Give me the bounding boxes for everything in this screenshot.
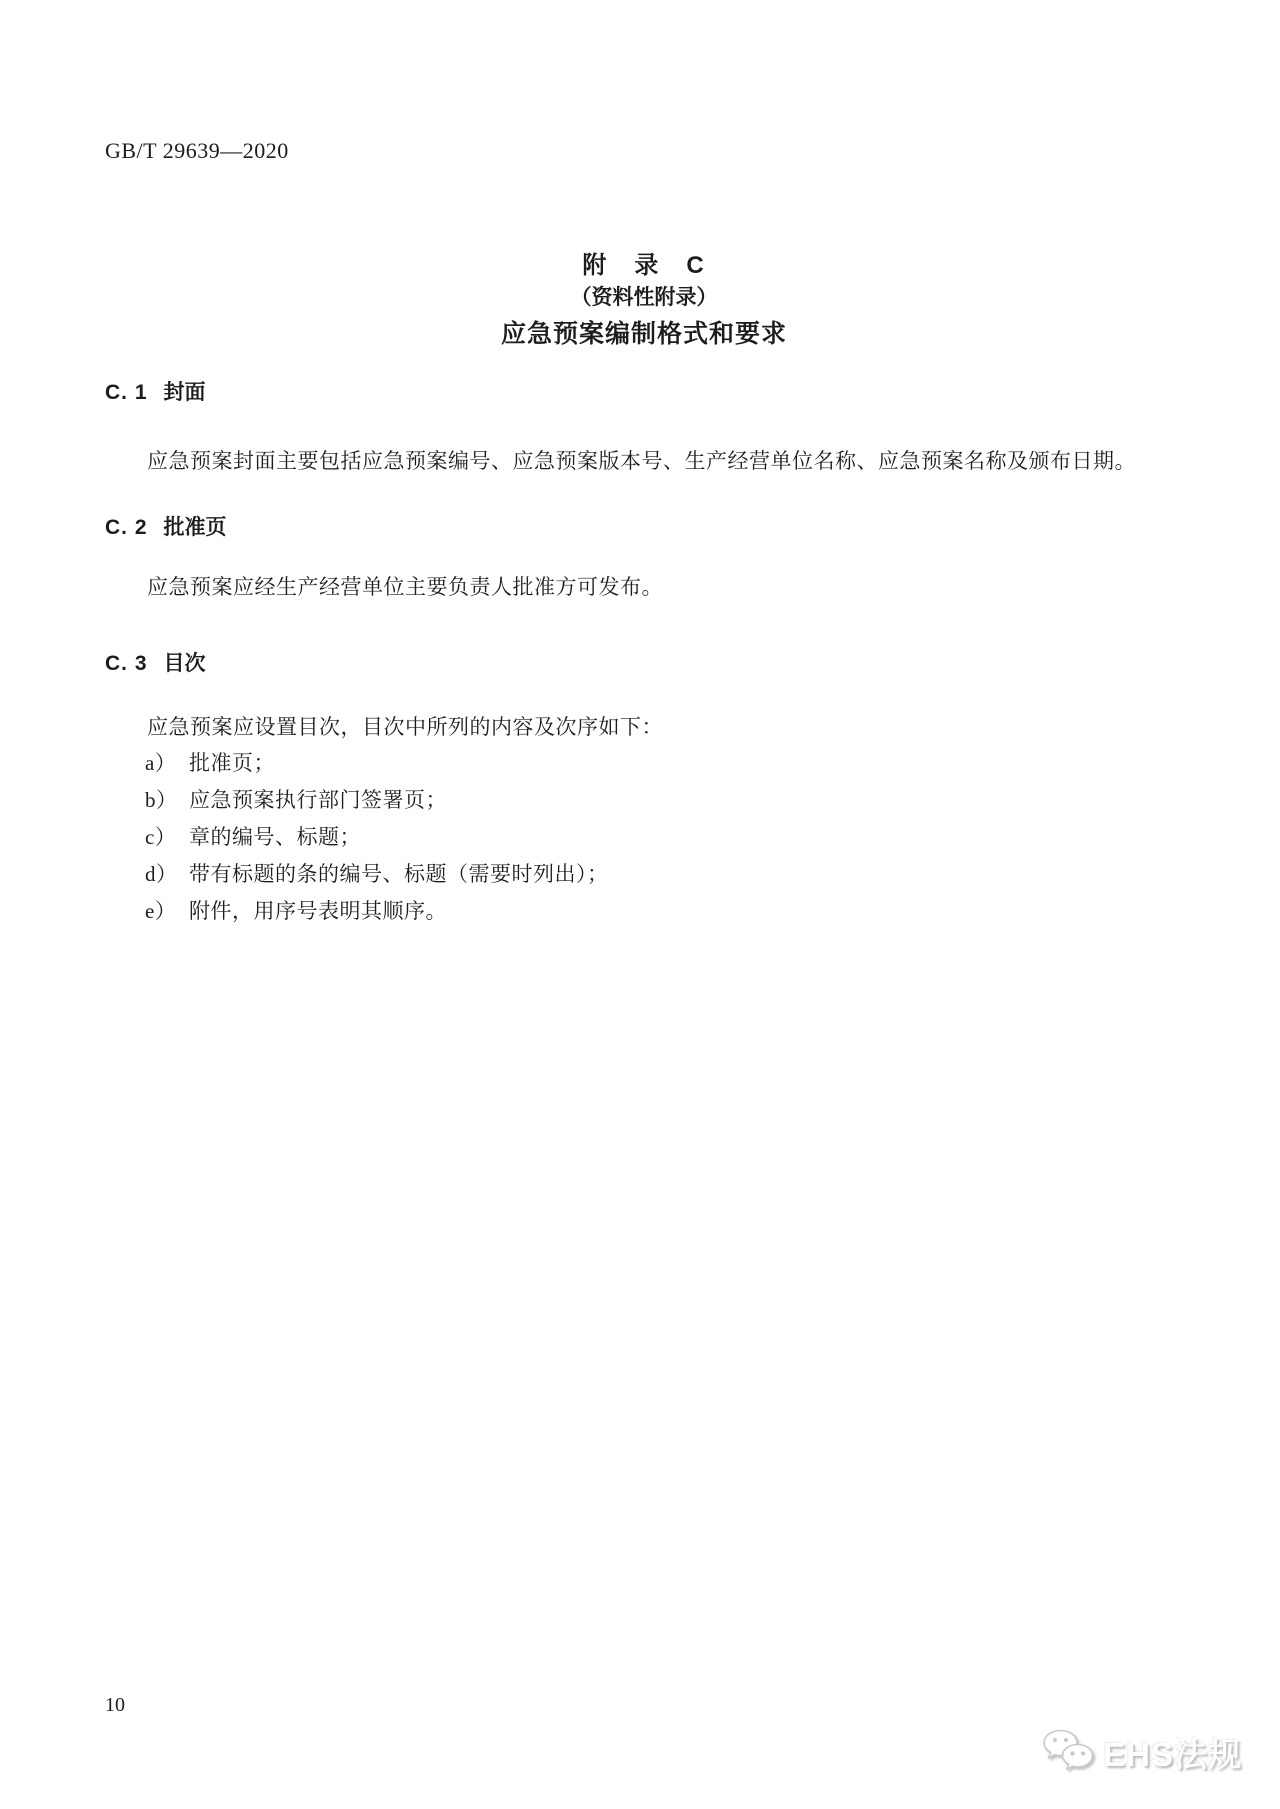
page-number: 10 xyxy=(105,1694,125,1716)
section-number: C. 1 xyxy=(105,381,148,404)
section-title: 批准页 xyxy=(163,516,227,539)
appendix-title: 附 录 C xyxy=(582,252,706,279)
list-item-text: 批准页； xyxy=(189,751,275,775)
appendix-heading: 应急预案编制格式和要求 xyxy=(500,320,787,348)
list-item-marker: a） xyxy=(145,751,177,775)
section-number: C. 3 xyxy=(105,652,148,675)
list-item xyxy=(105,782,1183,819)
section-heading-c3 xyxy=(105,649,1183,679)
section-paragraph-c2: 应急预案应经生产经营单位主要负责人批准方可发布。 xyxy=(147,575,663,599)
list-item xyxy=(105,745,1183,782)
watermark xyxy=(1039,1727,1242,1782)
list-item-marker: e） xyxy=(145,899,177,923)
section-number: C. 2 xyxy=(105,516,148,539)
list-item-text: 附件，用序号表明其顺序。 xyxy=(189,899,447,923)
section-heading-c2 xyxy=(105,513,1183,543)
appendix-title-block xyxy=(105,246,1183,354)
wechat-icon xyxy=(1039,1727,1097,1782)
section-title: 封面 xyxy=(163,381,206,404)
list-item xyxy=(105,819,1183,856)
list-item-marker: b） xyxy=(145,788,178,812)
section-paragraph-c3: 应急预案应设置目次，目次中所列的内容及次序如下： xyxy=(147,715,663,739)
list-item xyxy=(105,856,1183,893)
appendix-subtitle: （资料性附录） xyxy=(570,286,718,309)
section-heading-c1 xyxy=(105,378,1183,408)
list-item-text: 应急预案执行部门签署页； xyxy=(189,788,447,812)
list-item-text: 章的编号、标题； xyxy=(189,825,361,849)
toc-item-list xyxy=(105,745,1183,930)
standard-code: GB/T 29639—2020 xyxy=(105,138,289,163)
page-content xyxy=(105,0,1183,930)
list-item-text: 带有标题的条的编号、标题（需要时列出）； xyxy=(189,862,609,886)
list-item xyxy=(105,893,1183,930)
section-paragraph-c1: 应急预案封面主要包括应急预案编号、应急预案版本号、生产经营单位名称、应急预案名称及颁布日期。 xyxy=(147,449,1136,473)
list-item-marker: d） xyxy=(145,862,178,886)
section-title: 目次 xyxy=(163,652,206,675)
watermark-label: EHS法规 xyxy=(1103,1735,1242,1773)
list-item-marker: c） xyxy=(145,825,177,849)
